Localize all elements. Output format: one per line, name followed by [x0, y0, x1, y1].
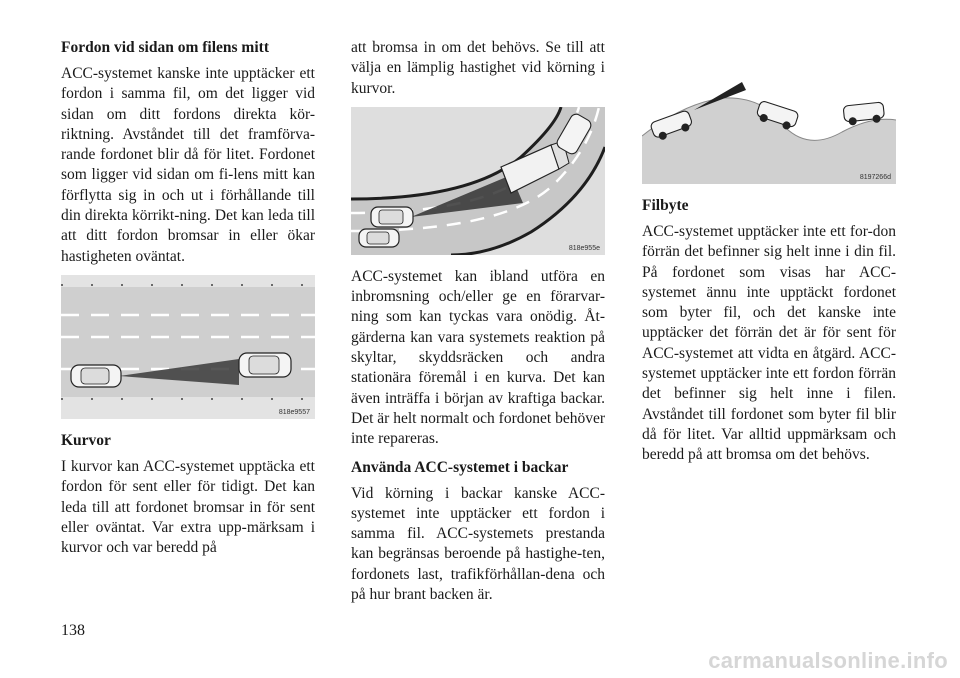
figure-curve — [351, 107, 605, 255]
paragraph-curves-continued: att bromsa in om det behövs. Se till att välja en lämplig hastighet vid körning i kurvor. — [351, 39, 605, 97]
column-2 — [351, 38, 605, 613]
column-3 — [642, 74, 896, 474]
hill-illustration — [642, 74, 896, 184]
paragraph-curves: I kurvor kan ACC-systemet upptäcka ett fordon för sent eller för tidigt. Det kan leda till att fordonet bromsar in för sent eller oväntat. Var extra upp-märksam i kurvor och var beredd på — [61, 457, 315, 557]
paragraph-hills: Vid körning i backar kanske ACC-systemet inte upptäcker ett fordon i samma fil. ACC-systemets prestanda kan begränsas beroende på hastighe-ten, fordonets last, trafikförhållan-dena och på hur brant backen är. — [351, 484, 605, 604]
car-icon — [239, 353, 291, 377]
straight-road-illustration — [61, 275, 315, 419]
paragraph-false-alert: ACC-systemet kan ibland utföra en inbromsning och/eller ge en förarvar-ning som kan tyckas vara onödig. Åt-gärderna kan vara systemets reaktion på skyltar, skyddsräcken och andra stationära föremål i en kurva. Det kan även inträffa i början av kraftiga backar. Det är helt normalt och fordonet behöver inte repareras. — [351, 267, 605, 448]
heading-lane-change: Filbyte — [642, 197, 689, 214]
car-icon — [71, 365, 121, 387]
paragraph-lane-change: ACC-systemet upptäcker inte ett for-don förrän det befinner sig helt inne i din fil. På fordonet som visas har ACC-systemet ännu inte upptäckt fordonet som byter fil, och det kanske inte upptäcker det förrän det är för sent för ACC-systemet att vidta en åtgärd. ACC-systemet upptäcker inte ett fordon förrän det befinner sig helt inne i filen. Avståndet till fordonet som byter fil blir då för litet. Var alltid uppmärksam och beredd på att bromsa om det behövs. — [642, 223, 896, 464]
heading-offset-vehicle: Fordon vid sidan om filens mitt — [61, 39, 269, 56]
figure-code: 818e955e — [568, 244, 600, 252]
paragraph-offset-vehicle: ACC-systemet kanske inte upptäcker ett fordon i samma fil, om det ligger vid sidan om ditt fordons direkta kör-riktning. Avståndet till det framförva-rande fordonet blir då för litet. Fordonet som ligger vid sidan om fi-lens mitt kan förflytta sig in och ut i förhållande till din direkta körrikt-ning. Det kan leda till att ditt fordon bromsar in eller ökar hastigheten oväntat. — [61, 65, 315, 265]
watermark-logo: carmanualsonline.info — [708, 648, 948, 673]
figure-offset-vehicle — [61, 275, 315, 419]
page-number: 138 — [61, 622, 85, 639]
figure-code: 8197266d — [859, 174, 891, 181]
car-icon — [371, 207, 413, 227]
curved-road-illustration — [351, 107, 605, 255]
figure-code: 818e9557 — [278, 408, 310, 416]
heading-hills: Använda ACC-systemet i backar — [351, 458, 569, 476]
car-icon — [359, 229, 399, 247]
column-1 — [61, 38, 315, 566]
figure-hill — [642, 74, 896, 184]
heading-curves: Kurvor — [61, 431, 111, 449]
